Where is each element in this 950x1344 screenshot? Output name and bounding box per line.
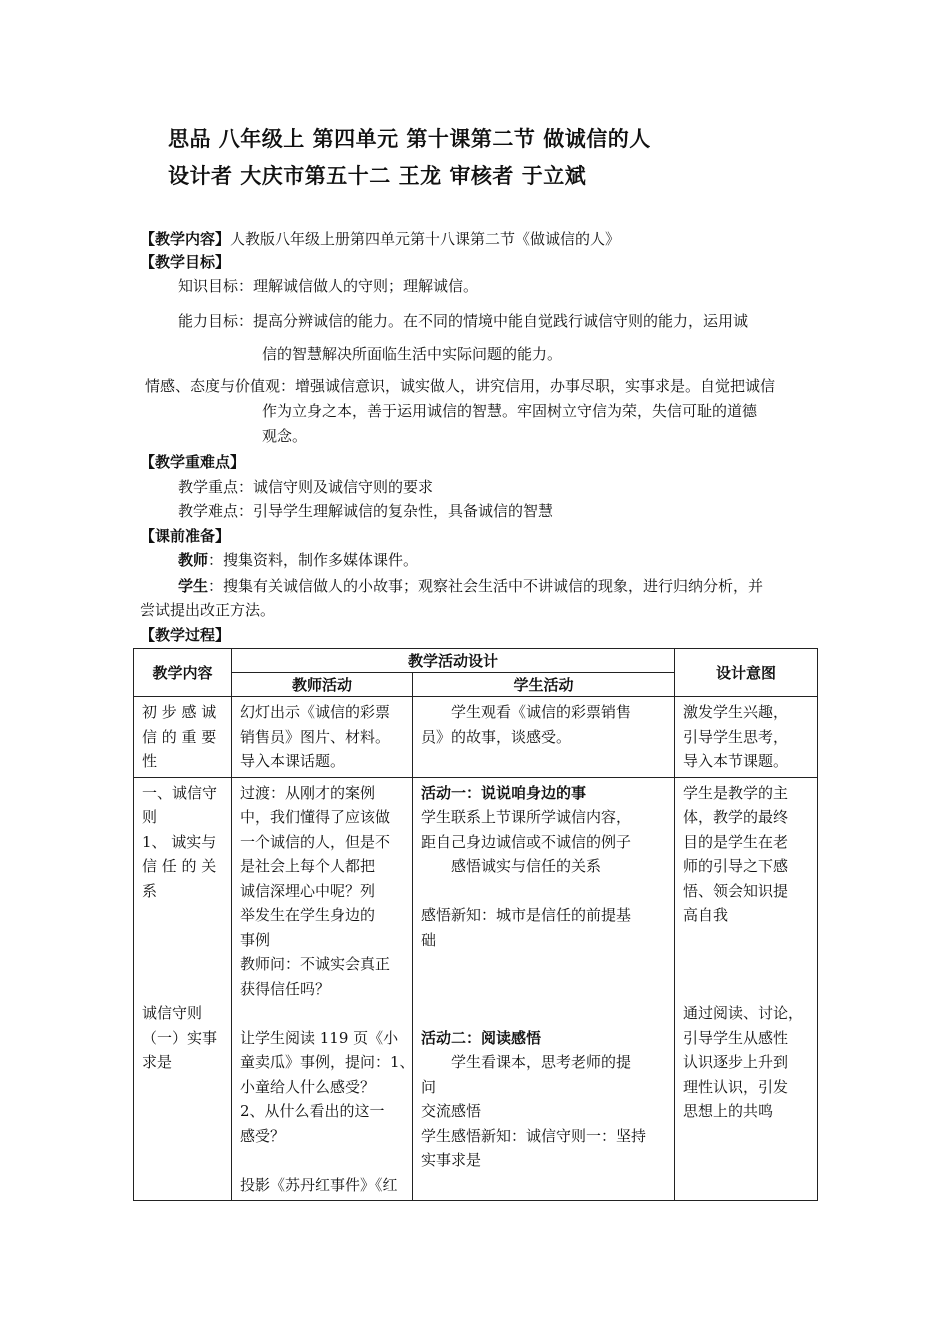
cell-text: 一个诚信的人，但是不: [240, 832, 391, 851]
cell-text: 性: [142, 752, 158, 770]
cell-text: 系: [142, 881, 158, 900]
cell-text: 中，我们懂得了应该做: [240, 808, 391, 826]
cell-text: 问: [421, 1077, 437, 1096]
cell-text: 目的是学生在老: [683, 832, 789, 851]
cell-text: 认识逐步上升到: [683, 1053, 789, 1071]
teaching-process-table: [133, 648, 818, 1201]
cell-text: 激发学生兴趣，: [683, 703, 789, 721]
cell-text: 思想上的共鸣: [683, 1102, 774, 1120]
cell-text: 学生观看《诚信的彩票销售: [451, 703, 632, 721]
cell-text: 学生联系上节课所学诚信内容，: [421, 808, 632, 826]
row2-teacher-cell: [232, 777, 413, 1201]
cell-text: 初 步 感 诚: [142, 703, 217, 721]
prep-student-line: [178, 576, 763, 596]
cell-text: 信 的 重 要: [142, 727, 217, 746]
cell-text: 感悟诚实与信任的关系: [451, 857, 602, 875]
cell-text: 一、诚信守: [142, 783, 218, 802]
cell-text: （一）实事: [142, 1028, 218, 1047]
activity1-title: 活动一：说说咱身边的事: [421, 783, 587, 802]
goal-ability-line2: 信的智慧解决所面临生活中实际问题的能力。: [262, 345, 563, 363]
cell-text: 导入本节课题。: [683, 752, 789, 770]
cell-text: 导入本课话题。: [240, 752, 346, 770]
teaching-content-text: 人教版八年级上册第四单元第十八课第二节《做诚信的人》: [230, 230, 621, 248]
goals-label: 【教学目标】: [140, 253, 231, 271]
cell-text: 幻灯出示《诚信的彩票: [240, 703, 391, 721]
goal-emotion-line2: 作为立身之本，善于运用诚信的智慧。牢固树立守信为荣，失信可耻的道德: [262, 402, 758, 420]
cell-text: 感悟新知：城市是信任的前提基: [421, 906, 632, 924]
process-label: 【教学过程】: [140, 626, 231, 644]
prep-teacher-line: [178, 550, 418, 570]
cell-text: 通过阅读、讨论，: [683, 1004, 804, 1022]
row2-intent-cell: [675, 777, 818, 1201]
cell-text: 员》的故事，谈感受。: [421, 727, 572, 746]
document-title: 思品 八年级上 第四单元 第十课第二节 做诚信的人: [168, 127, 651, 151]
cell-text: 础: [421, 930, 437, 949]
cell-text: 悟、领会知识提: [683, 881, 789, 900]
document-author-line: 设计者 大庆市第五十二 王龙 审核者 于立斌: [168, 164, 587, 188]
goal-ability-line1: 能力目标：提高分辨诚信的能力。在不同的情境中能自觉践行诚信守则的能力，运用诚: [178, 312, 749, 330]
row1-teacher-cell: [232, 697, 413, 778]
cell-text: 实事求是: [421, 1151, 482, 1169]
cell-text: 投影《苏丹红事件》《红: [240, 1175, 398, 1194]
prep-student-text-2: 尝试提出改正方法。: [140, 601, 276, 619]
prep-teacher-label: 教师: [178, 551, 209, 569]
goal-emotion-line1: 情感、态度与价值观：增强诚信意识，诚实做人，讲究信用，办事尽职，实事求是。自觉把诚信: [145, 377, 776, 395]
header-design-intent: 设计意图: [675, 649, 818, 697]
cell-text: 引导学生从感性: [683, 1028, 789, 1047]
activity2-title: 活动二：阅读感悟: [421, 1028, 542, 1047]
goal-emotion-line3: 观念。: [262, 427, 308, 445]
prep-student-label: 学生: [178, 577, 209, 595]
row2-student-cell: [413, 777, 675, 1201]
teaching-content-label: 【教学内容】: [140, 230, 231, 248]
prep-label: 【课前准备】: [140, 527, 231, 545]
cell-text: 诚信深埋心中呢？列: [240, 881, 376, 900]
header-teacher-activity: 教师活动: [232, 673, 413, 697]
cell-text: 引导学生思考，: [683, 727, 789, 746]
cell-text: 过渡：从刚才的案例: [240, 783, 376, 802]
cell-text: 诚信守则: [142, 1004, 203, 1022]
cell-text: 让学生阅读 119 页《小: [240, 1028, 399, 1047]
cell-text: 学生看课本，思考老师的提: [451, 1053, 632, 1071]
cell-text: 事例: [240, 930, 271, 949]
table-row: [134, 777, 818, 1201]
cell-text: 体，教学的最终: [683, 808, 789, 826]
cell-text: 教师问：不诚实会真正: [240, 955, 391, 973]
cell-text: 则: [142, 808, 158, 826]
cell-text: 感受？: [240, 1126, 286, 1145]
cell-text: 学生感悟新知：诚信守则一：坚持: [421, 1126, 647, 1145]
header-activity-design: 教学活动设计: [232, 649, 675, 673]
cell-text: 信 任 的 关: [142, 857, 217, 875]
difficult-point: 教学难点：引导学生理解诚信的复杂性，具备诚信的智慧: [178, 502, 554, 520]
key-point: 教学重点：诚信守则及诚信守则的要求: [178, 478, 434, 496]
cell-text: 1、 诚实与: [142, 832, 217, 851]
cell-text: 销售员》图片、材料。: [240, 727, 391, 746]
row1-content-cell: [134, 697, 232, 778]
goal-knowledge: 知识目标：理解诚信做人的守则；理解诚信。: [178, 277, 479, 295]
cell-text: 获得信任吗？: [240, 979, 331, 998]
row2-content-cell: [134, 777, 232, 1201]
cell-text: 学生是教学的主: [683, 783, 789, 802]
prep-student-text-1: ：搜集有关诚信做人的小故事；观察社会生活中不讲诚信的现象，进行归纳分析，并: [208, 577, 764, 595]
teaching-content-line: [140, 229, 620, 249]
cell-text: 是社会上每个人都把: [240, 857, 376, 875]
cell-text: 距自己身边诚信或不诚信的例子: [421, 832, 632, 851]
row1-intent-cell: [675, 697, 818, 778]
cell-text: 师的引导之下感: [683, 857, 789, 875]
table-row: [134, 697, 818, 778]
cell-text: 2、从什么看出的这一: [240, 1102, 385, 1120]
cell-text: 童卖瓜》事例，提问：1、: [240, 1053, 415, 1071]
header-student-activity: 学生活动: [413, 673, 675, 697]
cell-text: 求是: [142, 1053, 173, 1071]
cell-text: 举发生在学生身边的: [240, 906, 376, 924]
cell-text: 高自我: [683, 906, 729, 924]
header-teaching-content: 教学内容: [134, 649, 232, 697]
cell-text: 交流感悟: [421, 1102, 482, 1120]
row1-student-cell: [413, 697, 675, 778]
keypoints-label: 【教学重难点】: [140, 453, 246, 471]
cell-text: 小童给人什么感受？: [240, 1077, 376, 1096]
cell-text: 理性认识，引发: [683, 1077, 789, 1096]
prep-teacher-text: ：搜集资料，制作多媒体课件。: [208, 551, 419, 569]
